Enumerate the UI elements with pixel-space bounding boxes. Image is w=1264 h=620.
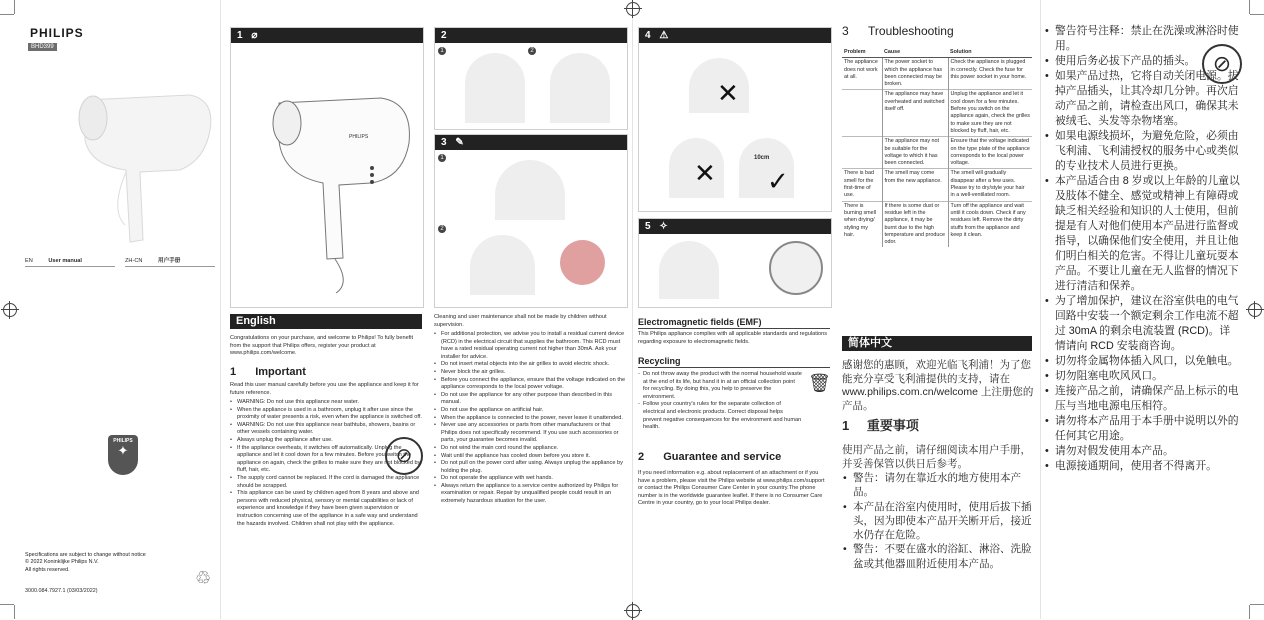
- fold-line: [1040, 0, 1041, 619]
- crop-mark: [14, 605, 15, 619]
- wrong-mark-icon: ✕: [717, 78, 739, 108]
- section-title: Troubleshooting: [868, 24, 954, 38]
- dash-marker: -: [638, 371, 640, 377]
- english-header: English: [230, 314, 422, 329]
- table-cell-problem: [842, 90, 882, 137]
- figure-number: 5: [645, 221, 651, 232]
- figure-4: [638, 27, 832, 212]
- list-item: • When the appliance is used in a bathroom, unplug it after use since the proximity of water presents a risk, even when the appliance is switched off.: [230, 407, 422, 422]
- list-item: • If the appliance overheats, it switches off automatically. Unplug the appliance and let it cool down for a few minutes. Before you switch the appliance on again, check the grilles to make sure they are not blocked by fluff, hair, etc.: [230, 445, 422, 475]
- guarantee-heading: [638, 451, 830, 463]
- correct-mark-icon: ✓: [767, 166, 789, 196]
- recycling-text: Do not throw away the product with the normal household waste at the end of its life, but hand it in at an official collection point for recycling. By doing this, you help to preserve the environment.: [643, 371, 802, 400]
- recycling-text: Follow your country's rules for the separate collection of electrical and electronic products. Correct disposal helps prevent negative consequences for the environment and human health.: [643, 401, 802, 431]
- recycling-item: [638, 371, 803, 401]
- list-item: • WARNING: Do not use this appliance near water.: [230, 399, 422, 407]
- registration-mark-icon: [1248, 303, 1262, 317]
- list-item: • Never block the air grilles.: [434, 369, 626, 377]
- chinese-intro: 感谢您的惠顾，欢迎光临飞利浦！为了您能充分享受飞利浦提供的支持，请在 www.philips.com.cn/welcome 上注册您的产品。: [842, 359, 1034, 412]
- fold-line: [632, 0, 633, 619]
- warning-icon: ⚠: [659, 30, 669, 41]
- cleaning-illustration: [659, 241, 719, 299]
- emf-title: Electromagnetic fields (EMF): [638, 317, 762, 327]
- important-heading: [230, 366, 422, 378]
- list-item: • Never use any accessories or parts from other manufacturers or that Philips does not specifically recommend. If you use such accessories or parts, your guarantee becomes invalid.: [434, 422, 626, 445]
- zh-important-heading: [842, 415, 1032, 434]
- list-item: • 切勿阻塞电吹风风口。: [1044, 369, 1240, 384]
- list-item: • 警告：不要在盛水的浴缸、淋浴、洗脸盆或其他器皿附近使用本产品。: [842, 542, 1032, 571]
- list-item: • Always return the appliance to a service centre authorized by Philips for examination or repair. Repair by unqualified people could result in an extremely hazardous situation for the user.: [434, 483, 626, 506]
- list-item: • WARNING: Do not use this appliance near bathtubs, showers, basins or other vessels containing water.: [230, 422, 422, 437]
- figure-5: [638, 218, 832, 308]
- figure-number: 4: [645, 30, 651, 41]
- registration-mark-icon: [3, 303, 17, 317]
- list-item: • Do not use the appliance on artificial hair.: [434, 407, 626, 415]
- list-item: • 为了增加保护，建议在浴室供电的电气回路中安装一个额定剩余工作电流不超过 30mA 的剩余电流装置 (RCD)。详情请向 RCD 安装商咨询。: [1044, 294, 1240, 354]
- zh-important-list: [842, 471, 1032, 571]
- table-cell-cause: The appliance may not be suitable for the voltage to which it has been connected.: [882, 137, 948, 169]
- zh-safety-list: [1044, 24, 1240, 474]
- list-item: • 如果产品过热，它将自动关闭电源。拔掉产品插头，让其冷却几分钟。再次启动产品之前，请检查出风口，确保其未被绒毛、头发等杂物堵塞。: [1044, 69, 1240, 129]
- section-title: 重要事项: [866, 418, 919, 433]
- list-item: • 请勿将本产品用于本手册中说明以外的任何其它用途。: [1044, 414, 1240, 444]
- crop-mark: [0, 14, 14, 15]
- figure-5-header: [639, 219, 831, 234]
- philips-shield-logo: [108, 435, 138, 475]
- towel-dry-illustration: [465, 53, 525, 123]
- list-item: • 警告符号注释：禁止在洗澡或淋浴时使用。: [1044, 24, 1240, 54]
- dryer-diagram: [231, 43, 421, 305]
- section-number: 3: [842, 24, 849, 38]
- list-item: • Do not operate the appliance with wet hands.: [434, 475, 626, 483]
- step-number: 1: [438, 154, 446, 162]
- table-cell-cause: The appliance may have overheated and switched itself off.: [882, 90, 948, 137]
- list-item: • 警告：请勿在靠近水的地方使用本产品。: [842, 471, 1032, 500]
- zh-important-intro: 使用产品之前，请仔细阅读本用户手册，并妥善保管以供日后参考。: [842, 444, 1031, 470]
- lang-zh: [125, 258, 215, 266]
- dash-marker: -: [638, 401, 640, 408]
- crop-mark: [0, 604, 14, 605]
- crop-mark: [1250, 14, 1264, 15]
- recycle-icon: ♲: [195, 568, 212, 588]
- table-cell-problem: There is bad smell for the first-time of use.: [842, 169, 882, 201]
- divider: [638, 367, 830, 368]
- spec-block: [25, 552, 215, 574]
- list-item: • 本产品适合由 8 岁或以上年龄的儿童以及肢体不健全、感觉或精神上有障碍或缺乏相关经验和知识的人士使用，但前提是有人对他们使用本产品进行监督或指导，以确保他们安全使用，并且让他们明白相关的危害。不得让儿童玩耍本产品。不要让儿童在无人监督的情况下进行清洁和保养。: [1044, 174, 1240, 294]
- list-item: • The supply cord cannot be replaced. If the cord is damaged the appliance should be scrapped.: [230, 475, 422, 490]
- list-item: • When the appliance is connected to the power, never leave it unattended.: [434, 415, 626, 423]
- list-item: • 切勿将金属物体插入风口，以免触电。: [1044, 354, 1240, 369]
- figure-1: [230, 27, 424, 308]
- brush-illustration: [470, 235, 535, 295]
- table-cell-solution: Turn off the appliance and wait until it cools down. Check if any residues left. Remove the dirty stuffs from the appliance and keep it clean.: [948, 201, 1032, 247]
- table-header: Cause: [882, 48, 948, 58]
- cleaning-note: Cleaning and user maintenance shall not be made by children without supervision.: [434, 314, 607, 328]
- guarantee-text: If you need information e.g. about replacement of an attachment or if you have a problem, please visit the Philips website at www.philips.com/support or contact the Philips Consumer Care Center in your country.The phone number is in the worldwide guarantee leaflet. If there is no Consumer Care Centre in your country, go to your local Philips dealer.: [638, 470, 825, 507]
- section-title: Guarantee and service: [663, 451, 782, 463]
- list-item: • Before you connect the appliance, ensure that the voltage indicated on the appliance corresponds to the local power voltage.: [434, 377, 626, 392]
- drying-illustration: [495, 160, 565, 220]
- crop-mark: [14, 0, 15, 14]
- lang-zh-code: ZH-CN: [125, 258, 143, 264]
- list-item: • 电源接通期间，使用者不得离开。: [1044, 459, 1240, 474]
- spec-line: © 2022 Koninklijke Philips N.V.: [25, 559, 99, 566]
- crop-mark: [1249, 605, 1250, 619]
- list-item: • 本产品在浴室内使用时，使用后拔下插头，因为即使本产品开关断开后，接近水仍存在危险。: [842, 500, 1032, 543]
- list-item: • Wait until the appliance has cooled down before you store it.: [434, 453, 626, 461]
- figure-number: 3: [441, 137, 447, 148]
- lang-en: [25, 258, 115, 266]
- table-cell-cause: The power socket to which the appliance has been connected may be broken.: [882, 58, 948, 90]
- spec-line: All rights reserved.: [25, 566, 70, 573]
- figure-3-header: [435, 135, 627, 150]
- table-cell-problem: The appliance does not work at all.: [842, 58, 882, 90]
- table-cell-cause: If there is some dust or residue left in the appliance, it may be burnt due to the high temperature and produce odor.: [882, 201, 948, 247]
- figure-number: 1: [237, 30, 243, 41]
- troubleshooting-table: [842, 48, 1032, 247]
- table-cell-solution: The smell will gradually disappear after a few uses. Please try to dry/style your hair in a well-ventilated room.: [948, 169, 1032, 201]
- divider: [125, 266, 215, 267]
- spec-line: Specifications are subject to change without notice: [25, 552, 146, 558]
- list-item: • Always unplug the appliance after use.: [230, 437, 422, 445]
- list-item: • 如果电源线损坏，为避免危险，必须由飞利浦、飞利浦授权的服务中心或类似的专业技术人员进行更换。: [1044, 129, 1240, 174]
- list-item: • This appliance can be used by children aged from 8 years and above and persons with reduced physical, sensory or mental capabilities or lack of experience and knowledge if they have been given supervision or instruction concerning use of the appliance in a safe way and understand the hazards involved. Children shall not play with the appliance.: [230, 490, 422, 528]
- list-item: • For additional protection, we advise you to install a residual current device (RCD) in the electrical circuit that supplies the bathroom. This RCD must have a rated residual operating current not higher than 30mA. Ask your installer for advice.: [434, 331, 626, 361]
- dryer-nozzle-illustration: [560, 240, 605, 285]
- divider: [25, 266, 115, 267]
- table-row: [842, 137, 1032, 169]
- section-number: 1: [842, 418, 850, 433]
- troubleshooting-heading: [842, 24, 1032, 38]
- doc-number: 3000.084.7927.1 (03/03/2022): [25, 588, 98, 594]
- combing-illustration: [550, 53, 610, 123]
- crop-mark: [1250, 604, 1264, 605]
- cleaning-icon: ✧: [659, 221, 668, 232]
- section-number: 2: [638, 451, 645, 463]
- divider: [638, 328, 830, 329]
- emf-text: This Philips appliance complies with all applicable standards and regulations regarding exposure to electromagnetic fields.: [638, 331, 828, 345]
- table-cell-solution: Ensure that the voltage indicated on the type plate of the appliance corresponds to the local power voltage.: [948, 137, 1032, 169]
- lang-en-code: EN: [25, 258, 33, 264]
- philips-logo: PHILIPS: [30, 26, 84, 40]
- chinese-header: 简体中文: [842, 336, 1032, 351]
- table-row: [842, 58, 1032, 90]
- crossed-bin-icon: 🗑: [808, 373, 831, 393]
- hairdryer-icon: ⌀: [251, 30, 258, 41]
- registration-mark-icon: [626, 604, 640, 618]
- table-row: [842, 201, 1032, 247]
- list-item: • 连接产品之前，请确保产品上标示的电压与当地电源电压相符。: [1044, 384, 1240, 414]
- list-item: • Do not pull on the power cord after using. Always unplug the appliance by holding the plug.: [434, 460, 626, 475]
- model-badge: BHD399: [28, 43, 57, 51]
- figure-2: [434, 27, 628, 130]
- table-cell-solution: Unplug the appliance and let it cool down for a few minutes. Before you switch on the appliance again, check the grilles to make sure they are not blocked by fluff, hair, etc.: [948, 90, 1032, 137]
- table-header: Problem: [842, 48, 882, 58]
- hair-dryer-illustration: [40, 60, 215, 245]
- figure-3: [434, 134, 628, 308]
- list-item: • Do not insert metal objects into the air grilles to avoid electric shock.: [434, 361, 626, 369]
- table-cell-problem: There is burning smell when drying/ styling my hair.: [842, 201, 882, 247]
- important-intro: Read this user manual carefully before you use the appliance and keep it for future reference.: [230, 382, 419, 396]
- table-cell-problem: [842, 137, 882, 169]
- registration-mark-icon: [626, 2, 640, 16]
- style-icon: ✎: [455, 137, 464, 148]
- distance-label: 10cm: [754, 155, 770, 161]
- shield-brand: PHILIPS: [113, 438, 133, 444]
- figure-4-header: [639, 28, 831, 43]
- lang-en-label: User manual: [48, 258, 82, 264]
- dryer-brand-label: PHILIPS: [349, 134, 369, 140]
- list-item: • Do not wind the main cord round the appliance.: [434, 445, 626, 453]
- english-intro: Congratulations on your purchase, and welcome to Philips! To fully benefit from the support that Philips offers, register your product at www.philips.com/welcome.: [230, 335, 414, 357]
- fold-line: [220, 0, 221, 619]
- no-shower-icon: ⊘: [1202, 44, 1242, 84]
- step-number: 2: [438, 225, 446, 233]
- no-bathtub-icon: ⊘: [385, 437, 423, 475]
- recycling-list: [638, 371, 803, 432]
- safety-list: [434, 331, 626, 506]
- recycling-title: Recycling: [638, 356, 681, 366]
- crop-mark: [1249, 0, 1250, 14]
- table-row: [842, 90, 1032, 137]
- wrong-mark-icon: ✕: [694, 158, 716, 188]
- grille-illustration: [769, 241, 823, 295]
- recycling-item: [638, 401, 803, 431]
- table-cell-cause: The smell may come from the new appliance.: [882, 169, 948, 201]
- table-row: [842, 169, 1032, 201]
- section-title: Important: [255, 366, 306, 378]
- list-item: • Do not use the appliance for any other purpose than described in this manual.: [434, 392, 626, 407]
- figure-1-header: [231, 28, 423, 43]
- table-cell-solution: Check the appliance is plugged in correctly. Check the fuse for this power socket in your home.: [950, 59, 1027, 80]
- figure-2-header: 2: [435, 28, 627, 43]
- lang-zh-label: 用户手册: [157, 258, 181, 264]
- list-item: • 使用后务必拔下产品的插头。: [1044, 54, 1240, 69]
- step-number: 1: [438, 47, 446, 55]
- section-number: 1: [230, 366, 237, 378]
- shield-stars-icon: ✦: [117, 443, 129, 458]
- list-item: • 请勿对假发使用本产品。: [1044, 444, 1240, 459]
- table-header: Solution: [948, 48, 1032, 58]
- step-number: 2: [528, 47, 536, 55]
